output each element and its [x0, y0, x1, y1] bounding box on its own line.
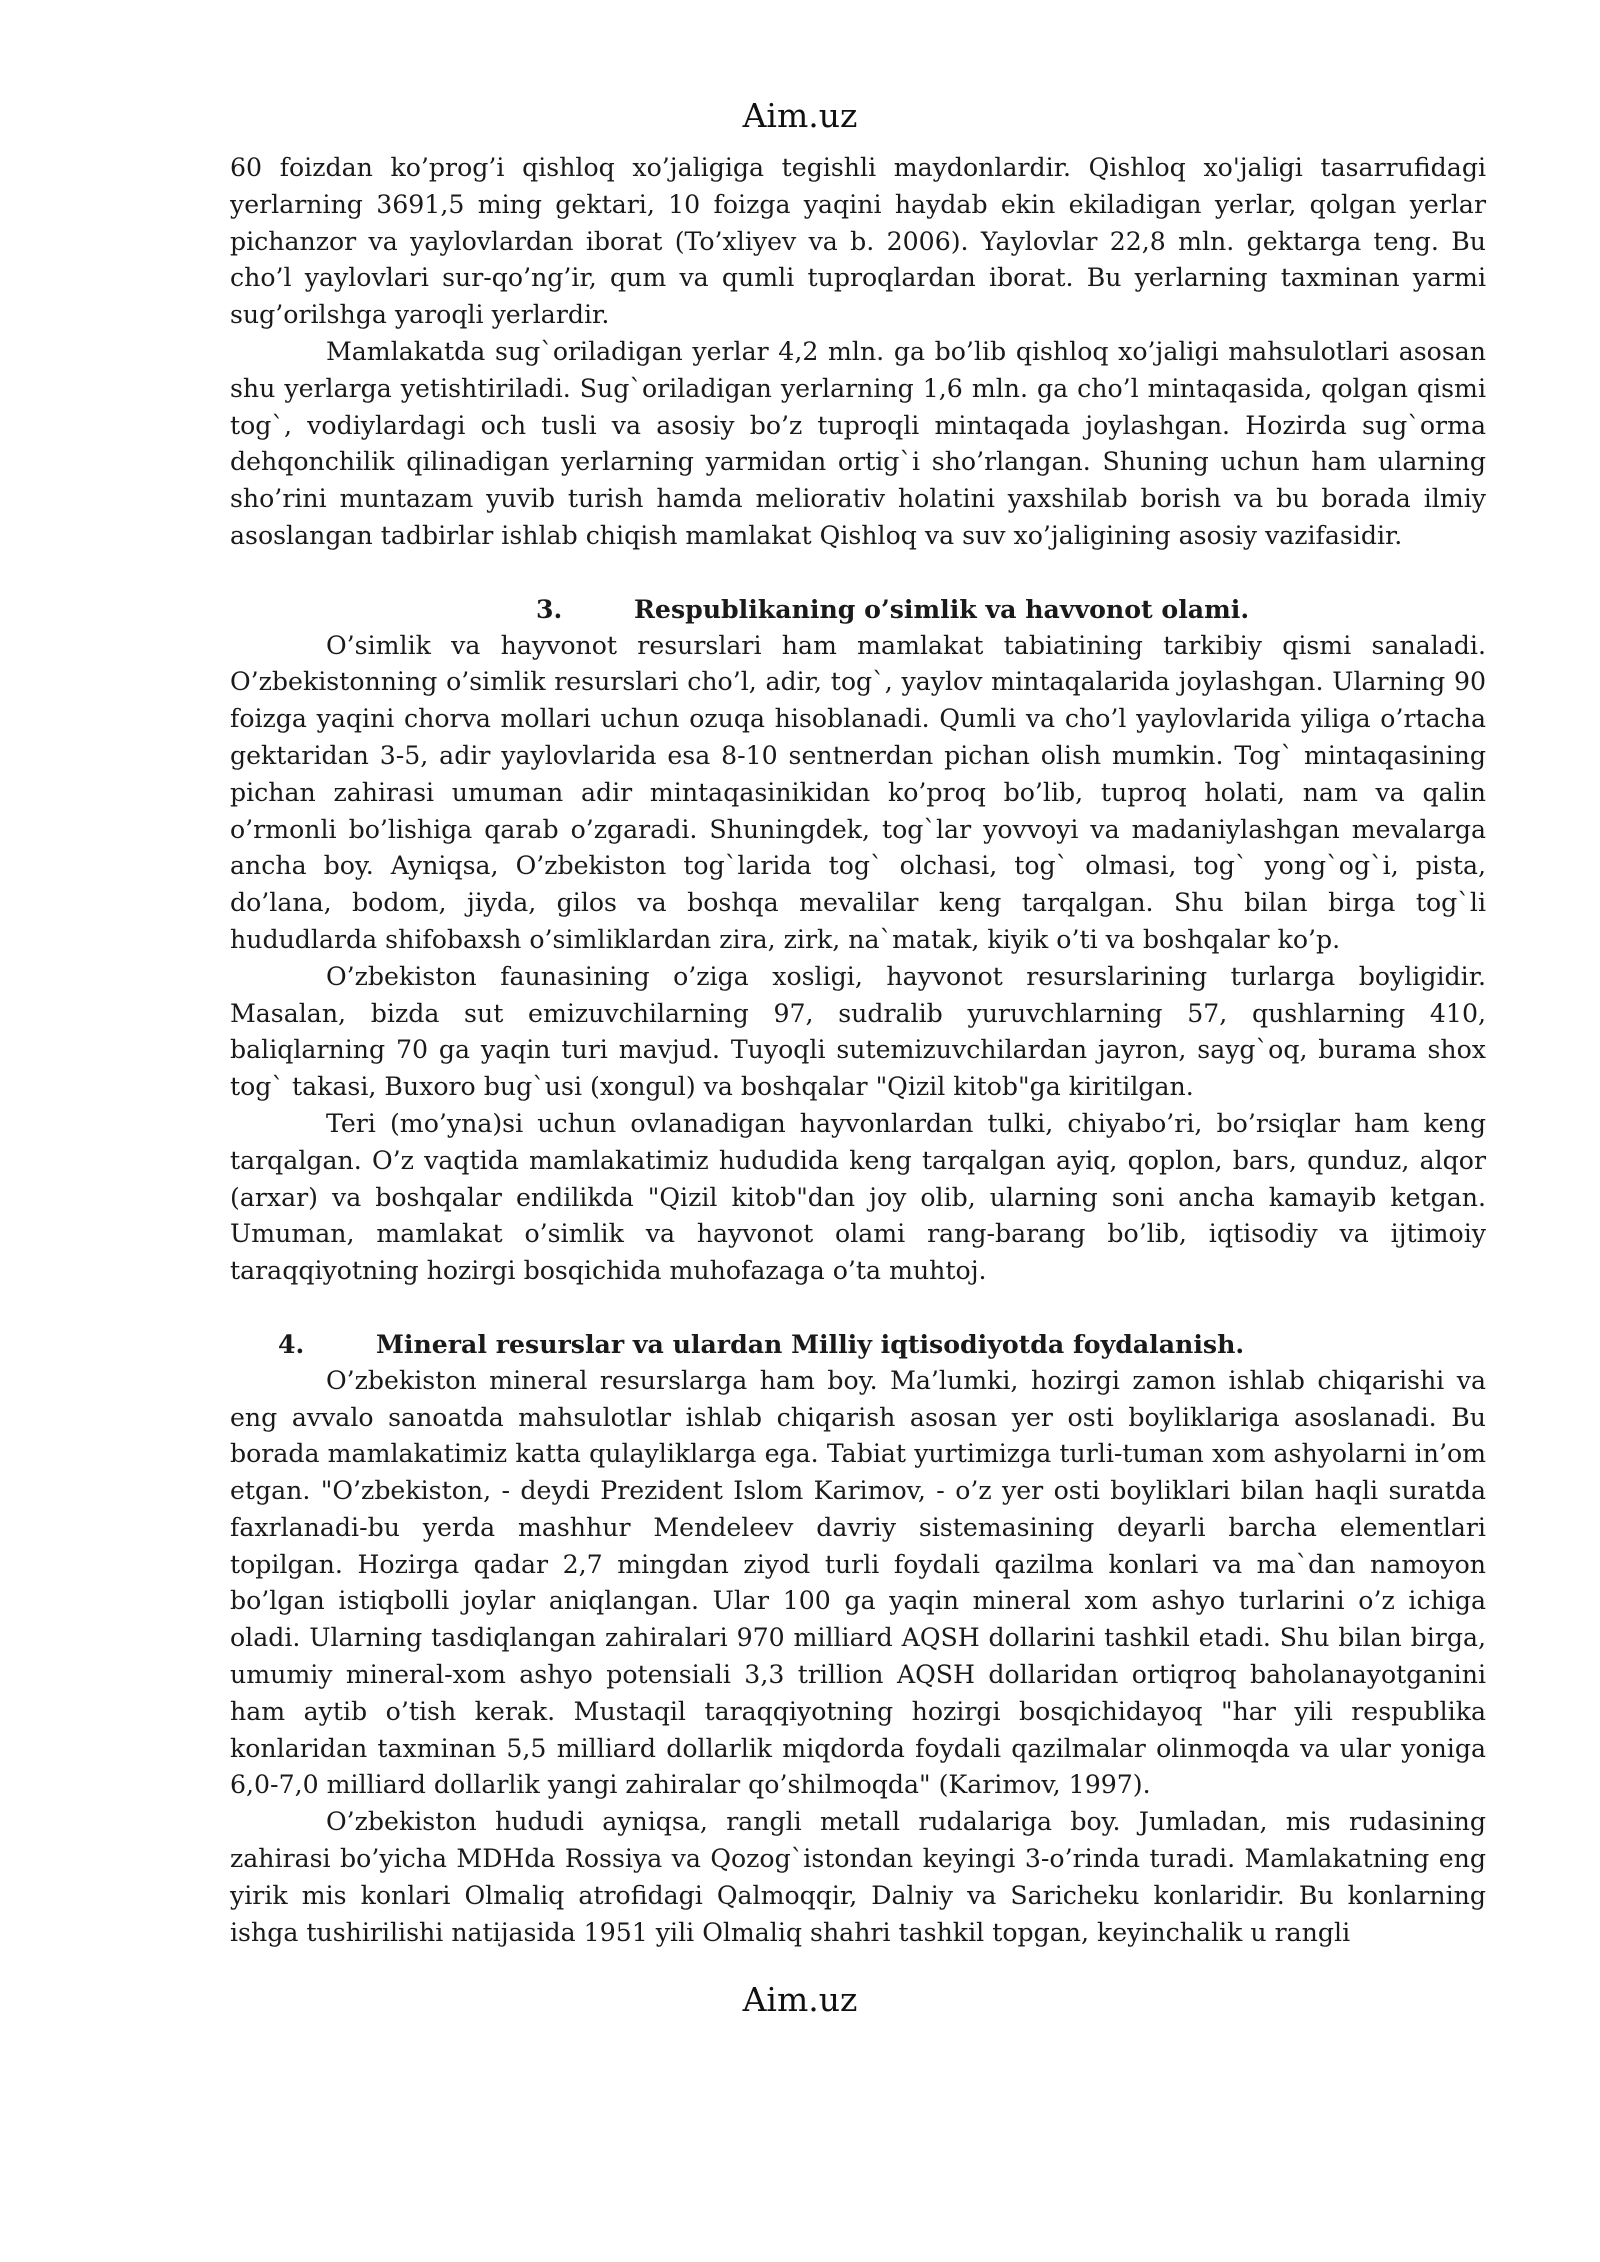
section-title: Mineral resurslar va ulardan Milliy iqtisodiyotda foydalanish. [376, 1328, 1245, 1359]
section-number: 4. [278, 1328, 305, 1359]
section-heading-mineral-resources [230, 1326, 1486, 1363]
document-body [230, 150, 1486, 1951]
page-header-site-name: Aim.uz [742, 96, 858, 135]
paragraph-mineral-wealth: O’zbekiston mineral resurslarga ham boy. Ma’lumki, hozirgi zamon ishlab chiqarishi va eng avvalo sanoatda mahsulotlar ishlab chiqarish asosan yer osti boyliklariga asoslanadi. Bu borada mamlakatimiz katta qulayliklarga ega. Tabiat yurtimizga turli-tuman xom ashyolarni in’om etgan. "O’zbekiston, - deydi Prezident Islom Karimov, - o’z yer osti boyliklari bilan haqli suratda faxrlanadi-bu yerda mashhur Mendeleev davriy sistemasining deyarli barcha elementlari topilgan. Hozirga qadar 2,7 mingdan ziyod turli foydali qazilma konlari va ma`dan namoyon bo’lgan istiqbolli joylar aniqlangan. Ular 100 ga yaqin mineral xom ashyo turlarini o’z ichiga oladi. Ularning tasdiqlangan zahiralari 970 milliard AQSH dollarini tashkil etadi. Shu bilan birga, umumiy mineral-xom ashyo potensiali 3,3 trillion AQSH dollaridan ortiqroq baholanayotganini ham aytib o’tish kerak. Mustaqil taraqqiyotning hozirgi bosqichidayoq "har yili respublika konlaridan taxminan 5,5 milliard dollarlik miqdorda foydali qazilmalar olinmoqda va ular yoniga 6,0-7,0 milliard dollarlik yangi zahiralar qo’shilmoqda" (Karimov, 1997). [230, 1365, 1486, 1800]
paragraph-irrigated-land: Mamlakatda sug`oriladigan yerlar 4,2 mln. ga bo’lib qishloq xo’jaligi mahsulotlari asosan shu yerlarga yetishtiriladi. Sug`oriladigan yerlarning 1,6 mln. ga cho’l mintaqasida, qolgan qismi tog`, vodiylardagi och tusli va asosiy bo’z tuproqli mintaqada joylashgan. Hozirda sug`orma dehqonchilik qilinadigan yerlarning yarmidan ortig`i sho’rlangan. Shuning uchun ham ularning sho’rini muntazam yuvib turish hamda meliorativ holatini yaxshilab borish va bu borada ilmiy asoslangan tadbirlar ishlab chiqish mamlakat Qishloq va suv xo’jaligining asosiy vazifasidir. [230, 336, 1486, 550]
section-number: 3. [536, 593, 563, 624]
paragraph-nonferrous-metals: O’zbekiston hududi ayniqsa, rangli metall rudalariga boy. Jumladan, mis rudasining zahirasi bo’yicha MDHda Rossiya va Qozog`istondan keyingi 3-o’rinda turadi. Mamlakatning eng yirik mis konlari Olmaliq atrofidagi Qalmoqqir, Dalniy va Saricheku konlaridir. Bu konlarning ishga tushirilishi natijasida 1951 yili Olmaliq shahri tashkil topgan, keyinchalik u rangli [230, 1807, 1486, 1947]
section-title: Respublikaning o’simlik va havvonot olami. [634, 593, 1250, 624]
paragraph-fauna: O’zbekiston faunasining o’ziga xosligi, hayvonot resurslarining turlarga boyligidir. Masalan, bizda sut emizuvchilarning 97, sudralib yuruvchlarning 57, qushlarning 410, baliqlarning 70 ga yaqin turi mavjud. Tuyoqli sutemizuvchilardan jayron, sayg`oq, burama shox tog` takasi, Buxoro bug`usi (xongul) va boshqalar "Qizil kitob"ga kiritilgan. [230, 961, 1486, 1102]
page-footer-site-name: Aim.uz [742, 1980, 858, 2019]
section-heading-flora-fauna [230, 591, 1486, 628]
paragraph-plant-resources: O’simlik va hayvonot resurslari ham mamlakat tabiatining tarkibiy qismi sanaladi. O’zbekistonning o’simlik resurslari cho’l, adir, tog`, yaylov mintaqalarida joylashgan. Ularning 90 foizga yaqini chorva mollari uchun ozuqa hisoblanadi. Qumli va cho’l yaylovlarida yiliga o’rtacha gektaridan 3-5, adir yaylovlarida esa 8-10 sentnerdan pichan olish mumkin. Tog` mintaqasining pichan zahirasi umuman adir mintaqasinikidan ko’proq bo’lib, tuproq holati, nam va qalin o’rmonli bo’lishiga qarab o’zgaradi. Shuningdek, tog`lar yovvoyi va madaniylashgan mevalarga ancha boy. Ayniqsa, O’zbekiston tog`larida tog` olchasi, tog` olmasi, tog` yong`og`i, pista, do’lana, bodom, jiyda, gilos va boshqa mevalilar keng tarqalgan. Shu bilan birga tog`li hududlarda shifobaxsh o’simliklardan zira, zirk, na`matak, kiyik o’ti va boshqalar ko’p. [230, 630, 1486, 954]
paragraph-land-use: 60 foizdan ko’prog’i qishloq xo’jaligiga tegishli maydonlardir. Qishloq xo'jaligi tasarrufidagi yerlarning 3691,5 ming gektari, 10 foizga yaqini haydab ekin ekiladigan yerlar, qolgan yerlar pichanzor va yaylovlardan iborat (To’xliyev va b. 2006). Yaylovlar 22,8 mln. gektarga teng. Bu cho’l yaylovlari sur-qo’ng’ir, qum va qumli tuproqlardan iborat. Bu yerlarning taxminan yarmi sug’orilshga yaroqli yerlardir. [230, 153, 1486, 330]
paragraph-fur-animals: Teri (mo’yna)si uchun ovlanadigan hayvonlardan tulki, chiyabo’ri, bo’rsiqlar ham keng tarqalgan. O’z vaqtida mamlakatimiz hududida keng tarqalgan ayiq, qoplon, bars, qunduz, alqor (arxar) va boshqalar endilikda "Qizil kitob"dan joy olib, ularning soni ancha kamayib ketgan. Umuman, mamlakat o’simlik va hayvonot olami rang-barang bo’lib, iqtisodiy va ijtimoiy taraqqiyotning hozirgi bosqichida muhofazaga o’ta muhtoj. [230, 1108, 1486, 1286]
